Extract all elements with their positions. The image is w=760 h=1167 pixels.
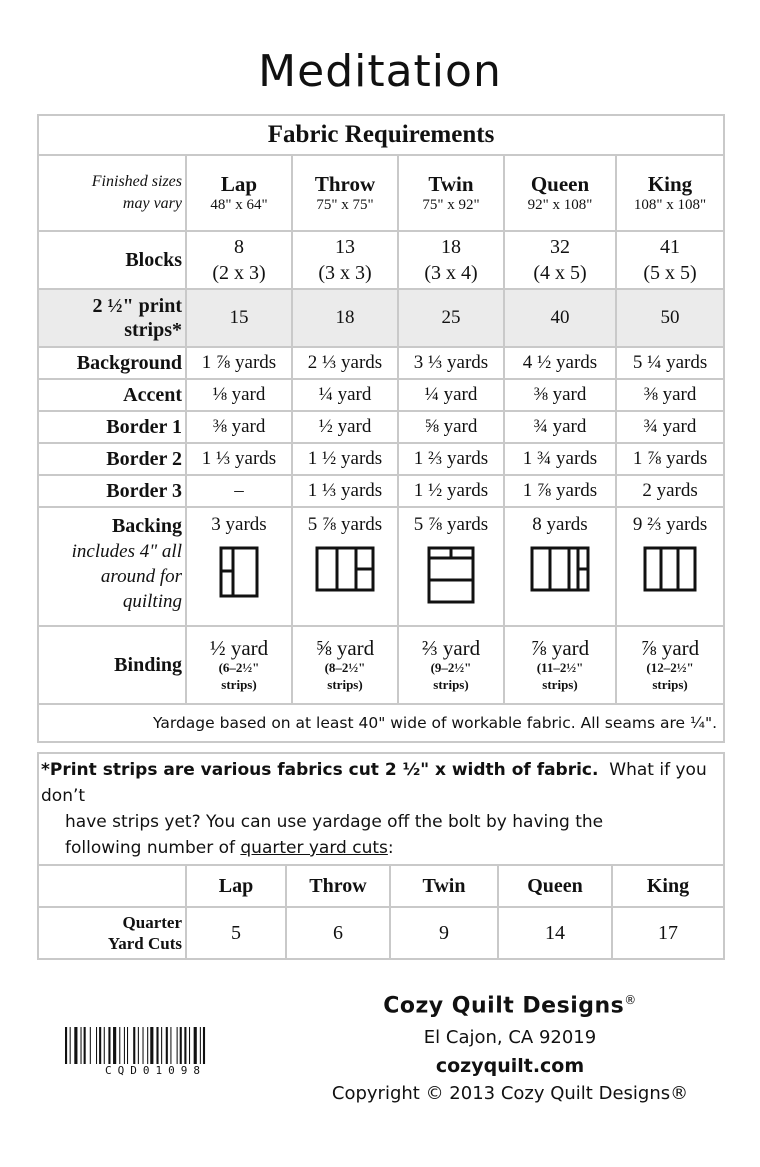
- company-website: cozyquilt.com: [435, 1055, 585, 1077]
- cell-value: –: [186, 475, 292, 507]
- cell-value: 1 ⅓ yards: [186, 443, 292, 475]
- qyc-king: 17: [612, 907, 724, 959]
- qyc-header-twin: Twin: [390, 865, 498, 907]
- quarter-yard-cuts-table: [37, 752, 725, 960]
- yardage-note: Yardage based on at least 40" wide of workable fabric. All seams are ¼".: [38, 704, 724, 742]
- blocks-queen: 32 (4 x 5): [504, 231, 616, 289]
- cell-value: 1 ⅞ yards: [504, 475, 616, 507]
- empty-header-cell: [38, 865, 186, 907]
- cell-value: 1 ¾ yards: [504, 443, 616, 475]
- backing-diagram-throw: [315, 546, 375, 592]
- cell-value: 2 ⅓ yards: [292, 347, 398, 379]
- blocks-twin: 18 (3 x 4): [398, 231, 504, 289]
- blocks-lap: 8 (2 x 3): [186, 231, 292, 289]
- cell-value: 1 ⅞ yards: [186, 347, 292, 379]
- row-label-quarter-yard-cuts: Quarter Yard Cuts: [38, 907, 186, 959]
- strips-queen: 40: [504, 289, 616, 347]
- row-label-background: Background: [38, 347, 186, 379]
- qyc-header-lap: Lap: [186, 865, 286, 907]
- fabric-heading: Fabric Requirements: [38, 115, 724, 155]
- binding-throw: ⅝ yard (8–2½" strips): [292, 626, 398, 704]
- company-name: Cozy Quilt Designs®: [383, 993, 637, 1019]
- size-twin: Twin 75" x 92": [398, 155, 504, 231]
- backing-diagram-lap: [219, 546, 259, 598]
- cell-value: ¼ yard: [398, 379, 504, 411]
- backing-diagram-queen: [530, 546, 590, 592]
- strips-twin: 25: [398, 289, 504, 347]
- backing-queen: 8 yards: [504, 507, 616, 626]
- strips-king: 50: [616, 289, 724, 347]
- cell-value: 1 ½ yards: [398, 475, 504, 507]
- binding-queen: ⅞ yard (11–2½" strips): [504, 626, 616, 704]
- backing-row: [38, 507, 724, 626]
- qyc-lap: 5: [186, 907, 286, 959]
- background-row: [38, 347, 724, 379]
- cell-value: ⅜ yard: [616, 379, 724, 411]
- backing-lap: 3 yards: [186, 507, 292, 626]
- row-label-accent: Accent: [38, 379, 186, 411]
- cell-value: 3 ⅓ yards: [398, 347, 504, 379]
- binding-row: [38, 626, 724, 704]
- row-label-border3: Border 3: [38, 475, 186, 507]
- pattern-title: Meditation: [258, 46, 502, 97]
- blocks-throw: 13 (3 x 3): [292, 231, 398, 289]
- binding-lap: ½ yard (6–2½" strips): [186, 626, 292, 704]
- row-label-backing: Backing includes 4" all around for quilting: [38, 507, 186, 626]
- strips-row: [38, 289, 724, 347]
- print-strips-note: *Print strips are various fabrics cut 2 ½" x width of fabric. What if you don’t have strips yet? You can use yardage off the bolt by having the following number of quarter yard cuts:: [38, 753, 724, 865]
- company-address: El Cajon, CA 92019: [423, 1027, 597, 1048]
- backing-diagram-twin: [427, 546, 475, 604]
- barcode-number: CQD01098: [65, 1064, 246, 1077]
- size-king: King 108" x 108": [616, 155, 724, 231]
- fabric-requirements-table: [37, 114, 725, 743]
- row-label-strips: 2 ½" print strips*: [38, 289, 186, 347]
- sizes-row: [38, 155, 724, 231]
- qyc-twin: 9: [390, 907, 498, 959]
- cell-value: ⅝ yard: [398, 411, 504, 443]
- qyc-header-king: King: [612, 865, 724, 907]
- cell-value: ⅜ yard: [504, 379, 616, 411]
- cell-value: ¾ yard: [504, 411, 616, 443]
- backing-king: 9 ⅔ yards: [616, 507, 724, 626]
- cell-value: 2 yards: [616, 475, 724, 507]
- cell-value: ¼ yard: [292, 379, 398, 411]
- sizes-note: Finished sizes may vary: [38, 155, 186, 231]
- qyc-header-queen: Queen: [498, 865, 612, 907]
- accent-row: [38, 379, 724, 411]
- copyright: Copyright © 2013 Cozy Quilt Designs®: [331, 1083, 689, 1104]
- strips-lap: 15: [186, 289, 292, 347]
- blocks-row: [38, 231, 724, 289]
- cell-value: 1 ⅞ yards: [616, 443, 724, 475]
- size-throw: Throw 75" x 75": [292, 155, 398, 231]
- cell-value: 1 ⅓ yards: [292, 475, 398, 507]
- backing-twin: 5 ⅞ yards: [398, 507, 504, 626]
- binding-twin: ⅔ yard (9–2½" strips): [398, 626, 504, 704]
- backing-throw: 5 ⅞ yards: [292, 507, 398, 626]
- row-label-border1: Border 1: [38, 411, 186, 443]
- strips-throw: 18: [292, 289, 398, 347]
- cell-value: 5 ¼ yards: [616, 347, 724, 379]
- cell-value: 1 ⅔ yards: [398, 443, 504, 475]
- qyc-queen: 14: [498, 907, 612, 959]
- qyc-throw: 6: [286, 907, 390, 959]
- border1-row: [38, 411, 724, 443]
- size-queen: Queen 92" x 108": [504, 155, 616, 231]
- cell-value: ⅜ yard: [186, 411, 292, 443]
- size-lap: Lap 48" x 64": [186, 155, 292, 231]
- row-label-border2: Border 2: [38, 443, 186, 475]
- qyc-header-throw: Throw: [286, 865, 390, 907]
- border3-row: [38, 475, 724, 507]
- backing-diagram-king: [643, 546, 697, 592]
- cell-value: ⅛ yard: [186, 379, 292, 411]
- border2-row: [38, 443, 724, 475]
- cell-value: 1 ½ yards: [292, 443, 398, 475]
- cell-value: ½ yard: [292, 411, 398, 443]
- row-label-binding: Binding: [38, 626, 186, 704]
- cell-value: ¾ yard: [616, 411, 724, 443]
- cell-value: 4 ½ yards: [504, 347, 616, 379]
- binding-king: ⅞ yard (12–2½" strips): [616, 626, 724, 704]
- row-label-blocks: Blocks: [38, 231, 186, 289]
- blocks-king: 41 (5 x 5): [616, 231, 724, 289]
